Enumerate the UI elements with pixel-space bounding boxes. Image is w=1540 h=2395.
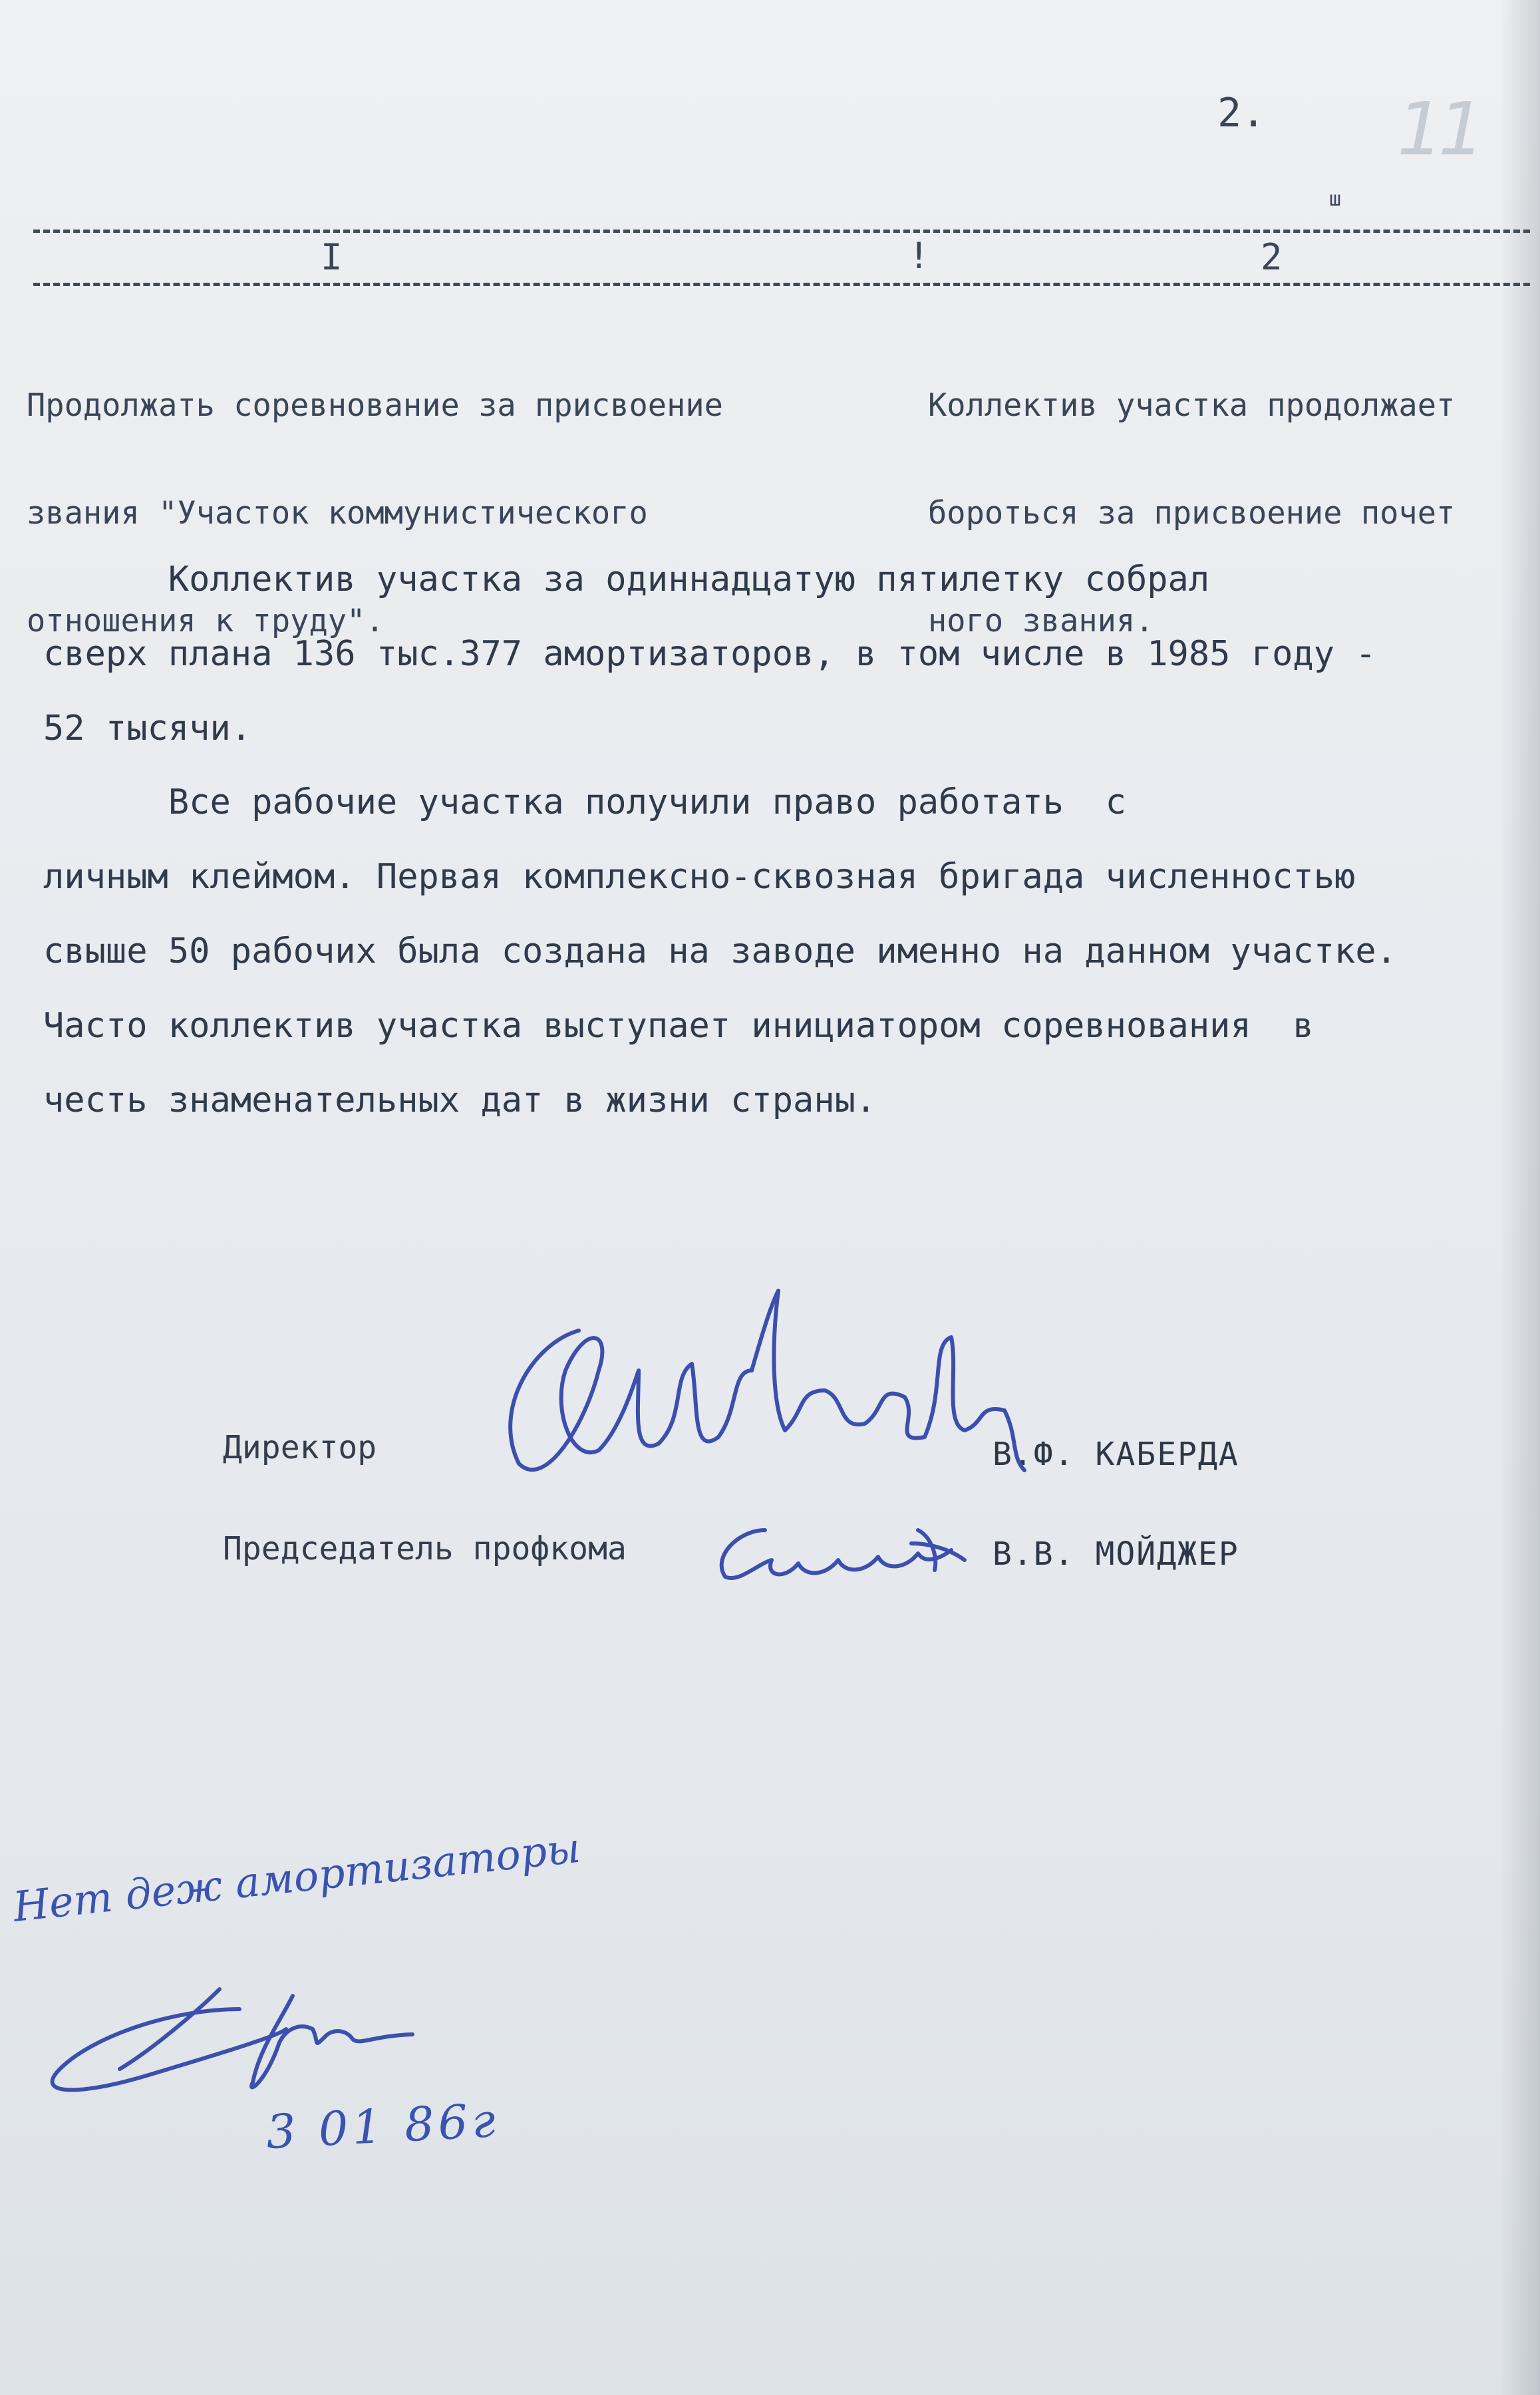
page-number: 2. <box>1217 90 1266 136</box>
paragraph-line: личным клеймом. Первая комплексно-сквозная бригада численностью <box>43 857 1356 897</box>
note-signature <box>53 1989 412 2090</box>
column-header-2: 2 <box>1261 236 1283 278</box>
paragraph-1 <box>43 542 1473 766</box>
archive-number-stamp: 11 <box>1397 86 1479 172</box>
director-name: В.Ф. КАБЕРДА <box>993 1436 1239 1473</box>
cell-line: звания "Участок коммунистического <box>27 495 648 532</box>
column-separator: ! <box>908 235 930 277</box>
handwritten-date: 3 01 86г <box>265 2092 501 2160</box>
column-tick-mark: ш <box>1329 188 1342 211</box>
paragraph-line: сверх плана 136 тыс.377 амортизаторов, в том числе в 1985 году - <box>43 634 1376 674</box>
paragraph-line: 52 тысячи. <box>43 709 252 748</box>
paragraph-line: свыше 50 рабочих была создана на заводе именно на данном участке. <box>43 931 1397 971</box>
cell-line: Коллектив участка продолжает <box>928 387 1456 424</box>
page-edge-shadow <box>1500 0 1540 2395</box>
column-header-1: I <box>321 236 343 278</box>
cell-line: бороться за присвоение почет <box>928 495 1456 532</box>
chairman-signature <box>722 1530 965 1578</box>
paragraph-line: честь знаменательных дат в жизни страны. <box>43 1080 877 1120</box>
director-signature <box>510 1291 1024 1470</box>
paragraph-line: Часто коллектив участка выступает инициатором соревнования в <box>43 1006 1314 1046</box>
chairman-name: В.В. МОЙДЖЕР <box>993 1535 1239 1573</box>
cell-line: ного звания. <box>928 603 1154 639</box>
paragraph-2 <box>43 765 1473 1138</box>
cell-line: отношения к труду". <box>27 603 385 639</box>
table-top-rule <box>33 230 1530 233</box>
table-header-rule <box>33 283 1530 286</box>
paragraph-line: Все рабочие участка получили право работать с <box>43 782 1126 822</box>
paragraph-line: Коллектив участка за одиннадцатую пятилетку собрал <box>43 559 1210 599</box>
handwritten-note: Нет деж амортизаторы <box>11 1823 583 1931</box>
director-title: Директор <box>223 1429 377 1466</box>
chairman-title: Председатель профкома <box>223 1530 627 1567</box>
cell-line: Продолжать соревнование за присвоение <box>27 387 723 424</box>
